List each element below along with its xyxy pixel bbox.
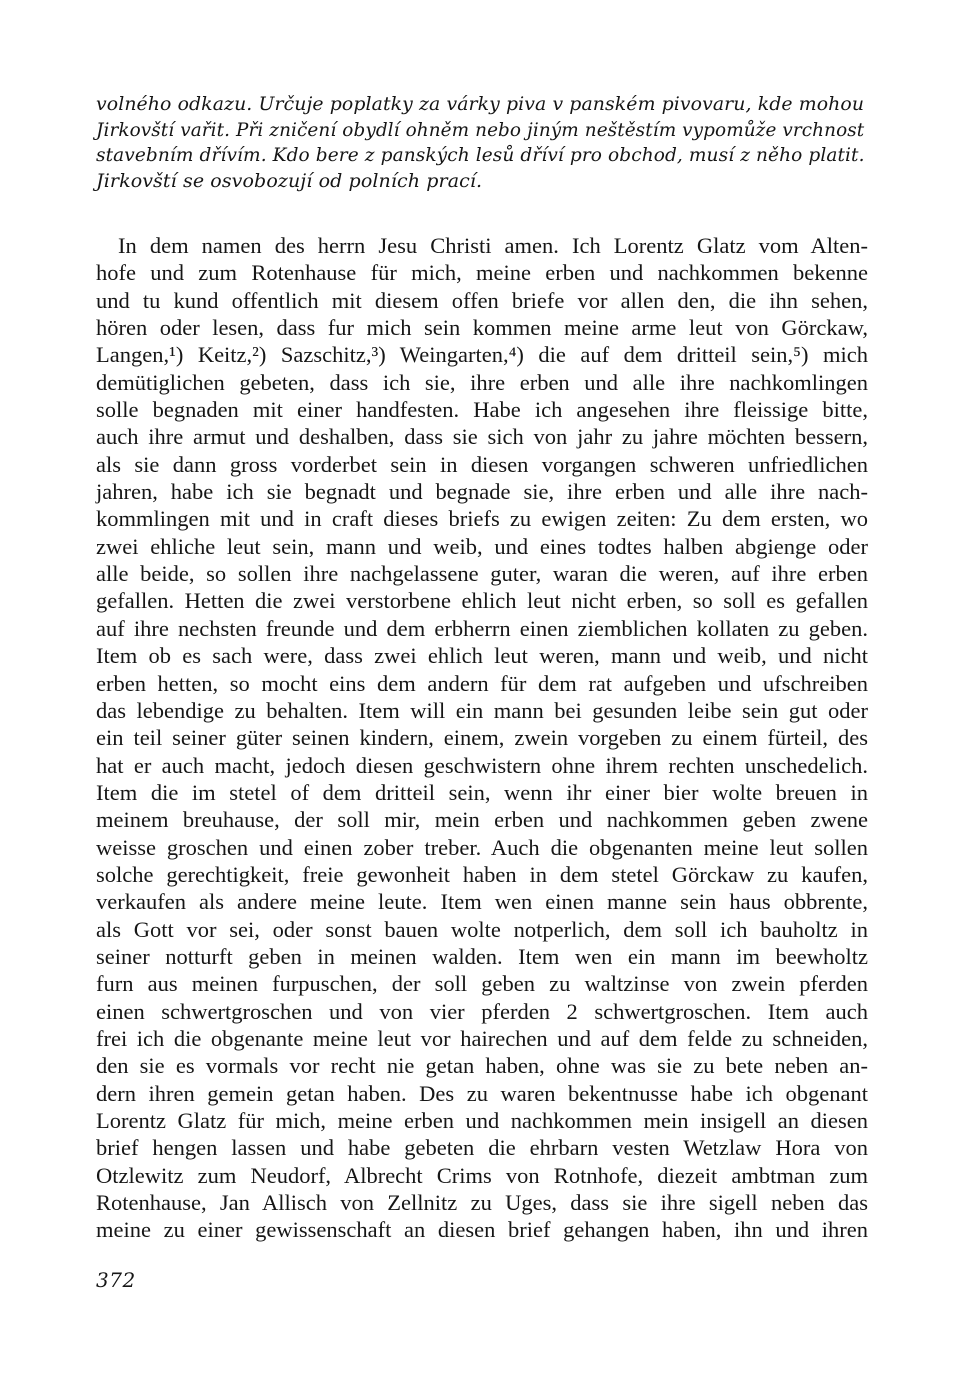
document-page <box>96 92 868 1244</box>
summary-line: Jirkovští vařit. Při zničení obydlí ohněm nebo jiným neštěstím vypomůže vrchnost <box>96 119 865 141</box>
body-line: das lebendige zu behalten. Item will ein mann bei gesunden leibe sein gut oder <box>96 697 868 723</box>
summary-line: volného odkazu. Určuje poplatky za várky piva v panském pivovaru, kde mohou <box>96 94 865 115</box>
body-line: Langen,¹) Keitz,²) Sazschitz,³) Weingarten,⁴) die auf dem dritteil sein,⁵) mich <box>96 342 868 368</box>
body-line: einen schwertgroschen und von vier pferden 2 schwertgroschen. Item auch <box>96 998 868 1024</box>
body-line: furn aus meinen furpuschen, der soll geben zu waltzinse von zwein pferden <box>96 971 868 997</box>
body-line: den sie es vormals vor recht nie getan haben, ohne was sie zu bete neben an- <box>96 1053 868 1079</box>
summary-line: stavebním dřívím. Kdo bere z panských lesů dříví pro obchod, musí z něho platit. <box>96 145 865 166</box>
body-line: Lorentz Glatz für mich, meine erben und nachkommen mein insigell an diesen <box>96 1108 868 1133</box>
body-line: kommlingen mit und in craft dieses briefs zu ewigen zeiten: Zu dem ersten, wo <box>96 506 868 532</box>
body-line: auch ihre armut und deshalben, dass sie sich von jahr zu jahre möchten bessern, <box>96 424 868 450</box>
body-line: solche gerechtigkeit, freie gewonheit haben in dem stetel Görckaw zu kaufen, <box>96 861 868 887</box>
body-line: dern ihren gemein getan haben. Des zu waren bekentnusse habe ich obgenant <box>96 1080 868 1106</box>
body-line: Rotenhause, Jan Allisch von Zellnitz zu Uges, dass sie ihre sigell neben das <box>96 1190 868 1216</box>
body-line: verkaufen als andere meine leute. Item wen einen manne sein haus obbrente, <box>96 889 868 915</box>
summary-line: Jirkovští se osvobozují od polních prací. <box>96 169 483 192</box>
body-line: ein teil seiner güter seinen kindern, einem, zwein vorgeben zu einem fürteil, des <box>96 725 868 751</box>
section-gap <box>96 194 868 232</box>
body-line: alle beide, so sollen ihre nachgelassene guter, waran die weren, auf ihre erben <box>96 561 868 587</box>
body-line: meinem breuhause, der soll mir, mein erben und nachkommen geben zwene <box>96 807 868 833</box>
body-line: Item ob es sach were, dass zwei ehlich leut weren, mann und weib, und nicht <box>96 643 868 669</box>
body-line: Otzlewitz zum Neudorf, Albrecht Crims von Rotnhofe, diezeit ambtman zum <box>96 1162 868 1188</box>
body-line: hofe und zum Rotenhause für mich, meine erben und nachkommen bekenne <box>96 260 868 286</box>
body-line: hören oder lesen, dass fur mich sein kommen meine arme leut von Görckaw, <box>96 315 868 341</box>
body-line: zwei ehliche leut sein, mann und weib, und eines todtes halben abgienge oder <box>96 533 868 559</box>
body-line: solle begnaden mit einer handfesten. Habe ich angesehen ihre fleissige bitte, <box>96 397 868 423</box>
body-line: hat er auch macht, jedoch diesen geschwistern ohne ihrem rechten unschedelich. <box>96 752 868 778</box>
body-line: als sie dann gross vorderbet sein in diesen vorgangen schweren unfriedlichen <box>96 451 868 477</box>
body-line: als Gott vor sei, oder sonst bauen wolte notperlich, dem soll ich bauholtz in <box>96 916 868 942</box>
body-line: meine zu einer gewissenschaft an diesen brief gehangen haben, ihn und ihren <box>96 1217 868 1243</box>
body-line: demütiglichen gebeten, dass ich sie, ihre erben und alle ihre nachkomlingen <box>96 369 868 395</box>
page-number: 372 <box>96 1268 136 1292</box>
body-line: seiner notturft geben in meinen walden. Item wen ein mann im beewholtz <box>96 943 868 969</box>
body-line: brief hengen lassen und habe gebeten die ehrbarn vesten Wetzlaw Hora von <box>96 1135 868 1161</box>
body-line: und tu kund offentlich mit diesem offen briefe vor allen den, die ihn sehen, <box>96 287 868 313</box>
charter-text <box>96 232 868 1244</box>
body-line: gefallen. Hetten die zwei verstorbene ehlich leut nicht erben, so soll es gefallen <box>96 588 868 614</box>
body-line: jahren, habe ich sie begnadt und begnade sie, ihre erben und alle ihre nach- <box>96 479 868 505</box>
body-line: erben hetten, so mocht eins dem andern für dem rat aufgeben und ufschreiben <box>96 670 868 696</box>
body-line: In dem namen des herrn Jesu Christi amen. Ich Lorentz Glatz vom Alten- <box>118 233 868 258</box>
body-line: Item die im stetel of dem dritteil sein, wenn ihr einer bier wolte breuen in <box>96 779 868 805</box>
body-line: frei ich die obgenante meine leut vor hairechen und auf dem felde zu schneiden, <box>96 1025 868 1051</box>
body-line: weisse groschen und einen zober treber. Auch die obgenanten meine leut sollen <box>96 834 868 860</box>
czech-summary <box>96 92 868 194</box>
body-line: auf ihre nechsten freunde und dem erbherrn einen ziemblichen kollaten zu geben. <box>96 615 868 641</box>
